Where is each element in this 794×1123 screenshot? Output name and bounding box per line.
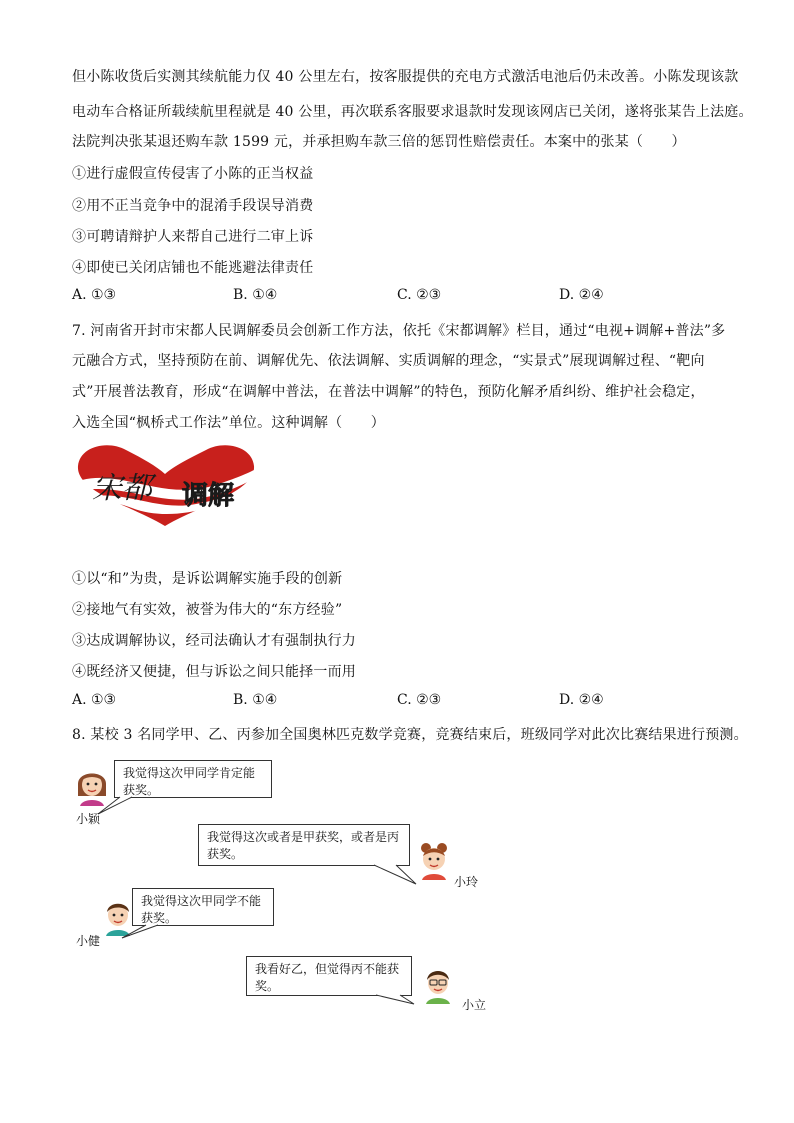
bubble-tail xyxy=(96,796,136,816)
bubble-text-line: 我觉得这次或者是甲获奖，或者是丙 xyxy=(207,830,400,844)
speech-bubble-xiaoling xyxy=(198,824,410,866)
q7-stem-line-2: 元融合方式，坚持预防在前、调解优先、依法调解、实质调解的理念，“实景式”展现调解过程、“靶向 xyxy=(72,353,705,369)
q6-text-line-2: 电动车合格证所载续航里程就是 40 公里，再次联系客服要求退款时发现该网店已关闭，遂将张某告上法庭。 xyxy=(72,104,753,120)
bubble-text-line: 获奖。 xyxy=(207,847,244,861)
q7-option-c[interactable]: C. ②③ xyxy=(397,692,442,708)
speaker-name-xiaoling: 小玲 xyxy=(454,875,479,889)
q6-item-4: ④即使已关闭店铺也不能逃避法律责任 xyxy=(72,260,314,276)
q7-item-3: ③达成调解协议，经司法确认才有强制执行力 xyxy=(72,633,356,649)
q7-stem-line-3: 式”开展普法教育，形成“在调解中普法，在普法中调解”的特色，预防化解矛盾纠纷、维护社会稳定， xyxy=(72,384,705,400)
q6-option-c[interactable]: C. ②③ xyxy=(397,287,442,303)
speech-bubble-xiaoying xyxy=(114,760,272,798)
q6-option-a[interactable]: A. ①③ xyxy=(72,287,117,303)
q6-text-line-1: 但小陈收货后实测其续航能力仅 40 公里左右，按客服提供的充电方式激活电池后仍未改善。小陈发现该款 xyxy=(72,69,739,85)
q6-item-3: ③可聘请辩护人来帮自己进行二审上诉 xyxy=(72,229,314,245)
q7-item-2: ②接地气有实效，被誉为伟大的“东方经验” xyxy=(72,602,343,618)
bubble-text-line: 我觉得这次甲同学肯定能 xyxy=(123,766,256,780)
bubble-text-line: 奖。 xyxy=(255,979,280,993)
speech-bubble-xiaojian xyxy=(132,888,274,926)
q6-option-b[interactable]: B. ①④ xyxy=(233,287,278,303)
bubble-text-line: 获奖。 xyxy=(123,783,160,797)
q6-item-1: ①进行虚假宣传侵害了小陈的正当权益 xyxy=(72,166,314,182)
logo-text-songdu: 宋都 xyxy=(92,471,152,506)
q7-option-a[interactable]: A. ①③ xyxy=(72,692,117,708)
bubble-text-line: 我看好乙，但觉得丙不能获 xyxy=(255,962,400,976)
speaker-name-xiaoying: 小颖 xyxy=(76,812,101,826)
q7-item-1: ①以“和”为贵，是诉讼调解实施手段的创新 xyxy=(72,571,343,587)
speaker-name-xiaojian: 小健 xyxy=(76,934,101,948)
q6-item-2: ②用不正当竞争中的混淆手段误导消费 xyxy=(72,198,314,214)
q7-stem-line-4: 入选全国“枫桥式工作法”单位。这种调解（ ） xyxy=(72,415,385,431)
bubble-tail xyxy=(370,994,416,1008)
songdu-mediation-logo xyxy=(72,440,258,528)
bubble-tail xyxy=(370,864,420,886)
q7-item-4: ④既经济又便捷，但与诉讼之间只能择一而用 xyxy=(72,664,356,680)
speech-bubble-xiaoli xyxy=(246,956,412,996)
girl-avatar-icon xyxy=(416,840,452,880)
bubble-text-line: 我觉得这次甲同学不能 xyxy=(141,894,262,908)
q7-option-b[interactable]: B. ①④ xyxy=(233,692,278,708)
speaker-name-xiaoli: 小立 xyxy=(462,998,487,1012)
logo-text-tiaojie: 调解 xyxy=(182,481,235,511)
q6-option-d[interactable]: D. ②④ xyxy=(559,287,604,303)
bubble-tail xyxy=(120,924,160,940)
q7-stem-line-1: 7. 河南省开封市宋都人民调解委员会创新工作方法，依托《宋都调解》栏目，通过“电视+调解+普法”多 xyxy=(72,323,726,339)
bubble-text-line: 获奖。 xyxy=(141,911,178,925)
boy-with-glasses-avatar-icon xyxy=(420,964,456,1004)
q7-option-d[interactable]: D. ②④ xyxy=(559,692,604,708)
q8-stem: 8. 某校 3 名同学甲、乙、丙参加全国奥林匹克数学竞赛，竞赛结束后，班级同学对此次比赛结果进行预测。 xyxy=(72,727,748,743)
q6-text-line-3: 法院判决张某退还购车款 1599 元，并承担购车款三倍的惩罚性赔偿责任。本案中的张某（ ） xyxy=(72,134,686,150)
